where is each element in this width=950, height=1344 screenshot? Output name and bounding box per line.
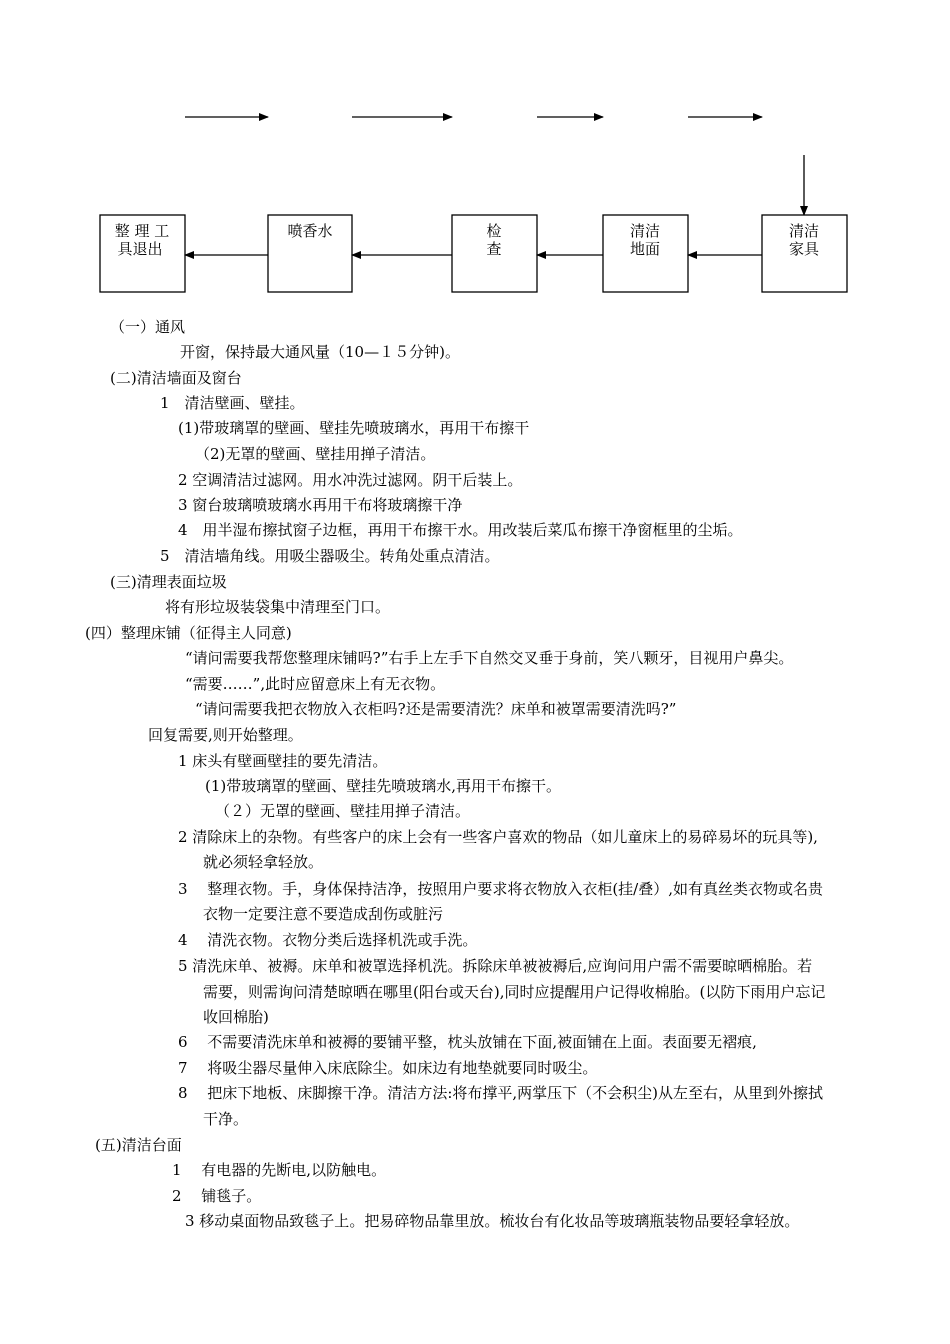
walls-item-3: 3 窗台玻璃喷玻璃水再用干布将玻璃擦干净 xyxy=(178,496,463,514)
bed-item-7: 7 将吸尘器尽量伸入床底除尘。如床边有地垫就要同时吸尘。 xyxy=(178,1059,598,1077)
bed-item-1b: （２）无罩的壁画、壁挂用掸子清洁。 xyxy=(215,802,471,820)
section-ventilation-title: （一）通风 xyxy=(110,318,186,336)
section-trash-body: 将有形垃圾装袋集中清理至门口。 xyxy=(165,598,391,616)
flow-box-perfume-line1: 喷香水 xyxy=(287,222,333,240)
flow-box-tools-exit-line1: 整 理 工 xyxy=(114,222,170,240)
flow-box-furniture-line1: 清洁 xyxy=(788,222,820,240)
bed-reply: 回复需要,则开始整理。 xyxy=(148,726,303,744)
flow-box-inspect-line1: 检 xyxy=(486,222,502,240)
bed-item-1: 1 床头有壁画壁挂的要先清洁。 xyxy=(178,752,388,770)
flow-box-inspect-line2: 查 xyxy=(486,240,502,258)
bed-item-8-line2: 干净。 xyxy=(203,1110,249,1128)
section-trash-title: (三)清理表面垃圾 xyxy=(110,573,227,591)
flow-box-tools-exit-line2: 具退出 xyxy=(117,240,163,258)
walls-item-4: 4 用半湿布擦拭窗子边框，再用干布擦干水。用改装后菜瓜布擦干净窗框里的尘垢。 xyxy=(178,521,743,539)
section-ventilation-body: 开窗，保持最大通风量（10—１５分钟)。 xyxy=(180,343,460,361)
flow-box-floor-line2: 地面 xyxy=(629,240,661,258)
bed-dialog-3: “请问需要我把衣物放入衣柜吗?还是需要清洗？床单和被罩需要清洗吗?” xyxy=(195,700,677,718)
bed-item-2-line2: 就必须轻拿轻放。 xyxy=(203,853,324,871)
tabletop-item-1: 1 有电器的先断电,以防触电。 xyxy=(172,1161,387,1179)
flow-box-floor-line1: 清洁 xyxy=(629,222,661,240)
walls-item-5: 5 清洁墙角线。用吸尘器吸尘。转角处重点清洁。 xyxy=(160,547,500,565)
bed-item-1a: (1)带玻璃罩的壁画、壁挂先喷玻璃水,再用干布擦干。 xyxy=(205,777,562,795)
flow-box-perfume xyxy=(268,215,352,292)
bed-dialog-2: “需要……”,此时应留意床上有无衣物。 xyxy=(185,675,446,693)
section-bed-title: (四）整理床铺（征得主人同意) xyxy=(85,624,292,642)
flow-box-floor xyxy=(603,215,688,292)
bed-item-5-line2: 需要，则需询问清楚晾晒在哪里(阳台或天台),同时应提醒用户记得收棉胎。(以防下雨用户忘记 xyxy=(203,983,826,1001)
section-walls-title: (二)清洁墙面及窗台 xyxy=(110,369,242,387)
bed-item-5-line1: 5 清洗床单、被褥。床单和被罩选择机洗。拆除床单被被褥后,应询问用户需不需要晾晒棉胎。若 xyxy=(178,957,813,975)
flow-box-furniture xyxy=(762,215,847,292)
flow-box-furniture-line2: 家具 xyxy=(788,240,820,258)
walls-item-1: 1 清洁壁画、壁挂。 xyxy=(160,394,305,412)
walls-item-1a: (1)带玻璃罩的壁画、壁挂先喷玻璃水，再用干布擦干 xyxy=(178,419,530,437)
bed-item-3-line2: 衣物一定要注意不要造成刮伤或脏污 xyxy=(203,905,444,923)
cleaning-flowchart xyxy=(0,0,950,310)
flow-box-inspect xyxy=(452,215,537,292)
walls-item-1b: （2)无罩的壁画、壁挂用掸子清洁。 xyxy=(195,445,436,463)
flow-box-tools-exit xyxy=(100,215,185,292)
tabletop-item-3: 3 移动桌面物品致毯子上。把易碎物品靠里放。梳妆台有化妆品等玻璃瓶装物品要轻拿轻放。 xyxy=(185,1212,800,1230)
bed-item-4: 4 清洗衣物。衣物分类后选择机洗或手洗。 xyxy=(178,931,478,949)
section-tabletop-title: (五)清洁台面 xyxy=(95,1136,182,1154)
bed-item-3-line1: 3 整理衣物。手，身体保持洁净，按照用户要求将衣物放入衣柜(挂/叠）,如有真丝类衣物或名贵 xyxy=(178,880,823,898)
bed-item-5-line3: 收回棉胎) xyxy=(203,1008,269,1026)
bed-dialog-1: “请问需要我帮您整理床铺吗?”右手上左手下自然交叉垂于身前，笑八颗牙，目视用户鼻尖。 xyxy=(185,649,794,667)
bed-item-8-line1: 8 把床下地板、床脚擦干净。清洁方法:将布撑平,两掌压下（不会积尘)从左至右，从里到外擦拭 xyxy=(178,1084,823,1102)
bed-item-2-line1: 2 清除床上的杂物。有些客户的床上会有一些客户喜欢的物品（如儿童床上的易碎易坏的玩具等), xyxy=(178,828,818,846)
bed-item-6: 6 不需要清洗床单和被褥的要铺平整，枕头放铺在下面,被面铺在上面。表面要无褶痕, xyxy=(178,1033,757,1051)
tabletop-item-2: 2 铺毯子。 xyxy=(172,1187,262,1205)
walls-item-2: 2 空调清洁过滤网。用水冲洗过滤网。阴干后装上。 xyxy=(178,471,523,489)
